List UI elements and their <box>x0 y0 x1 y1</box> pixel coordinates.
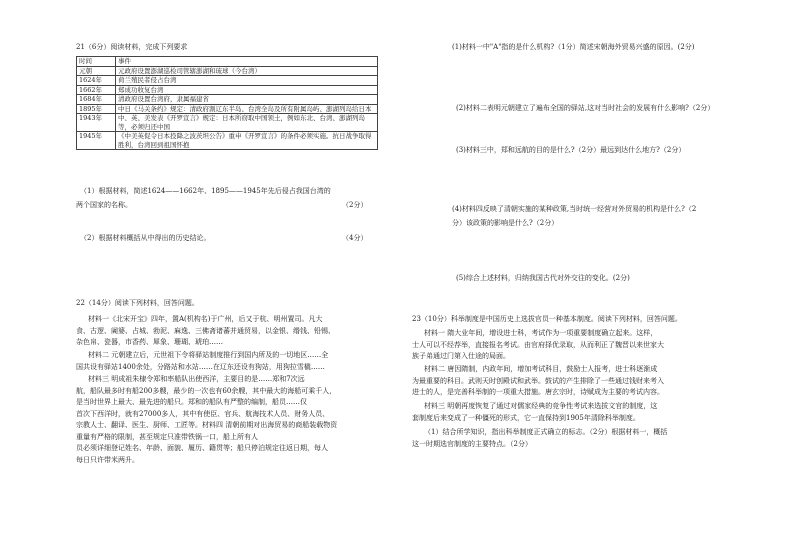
q22-m3-line: 员必须详细登记姓名、年龄、面貌、履历、籍贯等；船只停泊规定往返日期，每人 <box>76 444 328 452</box>
q22-m1-line: 杂色帛、瓷器，市香药、犀象、珊瑚、琥珀…… <box>76 338 223 346</box>
q22-m2-line: 材料二 元朝建立后，元世祖下令将驿站制度推行到国内所及的一切地区……全 <box>88 351 329 359</box>
table-cell: 《中美英促令日本投降之波茨坦公告》重申《开罗宣言》的条件必须实施。抗日战争取得胜利，台湾回到祖国怀抱 <box>116 132 378 150</box>
q23-m3-line: 材料三 明朝再度恢复了通过对儒家经典的竞争性考试来选拔文官的制度，这 <box>424 402 658 410</box>
q22-material-3 <box>76 374 380 466</box>
q23-m1-line: 士人可以不经荐举，直接报名考试。由官府择优录取，从而利正了魏晋以来世家大 <box>412 340 664 349</box>
table-row <box>77 95 378 105</box>
table-cell: 1662年 <box>77 85 116 95</box>
table-cell: 1945年 <box>77 132 116 150</box>
table-header-row <box>77 57 378 67</box>
q23-q-line: 这一时期选官制度的主要特点。（2分） <box>412 439 532 448</box>
table-header-event: 事件 <box>116 57 378 67</box>
q22-m1-line: 食、古逻、阇婆、占城、勃泥、麻逸、三佛斋诸蕃并通贸易，以金银、缗钱、铅锡、 <box>76 326 335 335</box>
q23-material-2 <box>412 364 722 399</box>
q23-question-1 <box>412 427 722 450</box>
table-cell: 元朝 <box>77 66 116 76</box>
q22-m3-line: 航，船队最多时有船200多艘，最少的一次也有60余艘，其中最大的海船可乘千人， <box>76 386 337 395</box>
q23-m2-line: 材料二 唐因隋制，内政年间，增加考试科目，鼓励士人报考，进士科逐渐成 <box>424 365 658 373</box>
q21-heading: 21（6分）阅读材料，完成下列要求 <box>76 43 188 51</box>
q22-question-3: (3)材料三中，郑和远航的目的是什么?（2分）最远到达什么地方?（2分） <box>456 146 686 154</box>
q23-material-3 <box>412 401 722 424</box>
q23-m3-line: 套制度后来变成了一种僵死的形式，它一直保持到1905年清除科举制度。 <box>412 413 640 422</box>
q23-m2-line: 为最重要的科目。武则天时创殿试和武举。鼓试的产生排除了一些通过钱财来考入 <box>412 376 664 385</box>
table-cell: 1684年 <box>77 95 116 105</box>
table-row <box>77 66 378 76</box>
q22-material-1 <box>76 314 380 349</box>
q22-question-2: (2)材料二表明元朝建立了遍布全国的驿站,这对当时社会的发展有什么影响?（2分） <box>456 104 715 112</box>
table-cell: 郑成功收复台湾 <box>116 85 378 95</box>
q22-m3-line: 是当时世界上最大、最先进的船只。郑和的船队有严整的编制，船员……仅 <box>76 398 307 406</box>
table-row <box>77 85 378 95</box>
q22-material-2 <box>76 350 380 373</box>
table-cell: 1624年 <box>77 76 116 86</box>
q21-1-line1: （1）根据材料，简述1624——1662年、1895——1945年先后侵占我国台湾的 <box>80 187 331 195</box>
q22-m3-line: 每日只许带米两升。 <box>76 455 139 464</box>
events-table <box>76 56 378 150</box>
table-cell: 元政府设置澎湖巡检司管辖澎湖和琉球（今台湾） <box>116 66 378 76</box>
q23-material-1 <box>412 328 722 363</box>
q23-heading: 23（10分）科举制度是中国历史上选拔官员一种基本制度。阅读下列材料，回答问题。 <box>412 315 682 323</box>
q22-question-4-line2: 分）该政策的影响是什么?（2分） <box>452 219 559 227</box>
q21-2-score: （4分） <box>342 234 368 242</box>
table-header-time: 时间 <box>77 57 116 67</box>
q22-m3-line: 首次下西洋时，就有27000多人，其中有使臣、官兵、航海技术人员、财务人员、 <box>76 409 330 418</box>
q22-question-1: (1)材料一中"A"指的是什么机构?（1分）简述宋朝海外贸易兴盛的原因。(2分) <box>452 43 695 51</box>
q23-m2-line: 进士的人，是完善科举制的一项重大措施。唐玄宗时，诗赋成为主要的考试内容。 <box>412 388 664 396</box>
table-cell: 中、英、美发表《开罗宣言》规定：日本所窃取中国领土，例如东北、台湾、澎湖列岛等，必须归还中国 <box>116 114 378 132</box>
q23-m1-line: 材料一 隋大业年间，增设进士科，考试作为一项重要制度确立起来。这样， <box>424 329 658 337</box>
q22-m3-line: 重量有严格的限制，甚至规定只准带铁锅一口，船上所有人 <box>76 432 258 441</box>
q21-1-score: （2分） <box>342 201 368 209</box>
table-row <box>77 104 378 114</box>
q22-question-5: (5)综合上述材料，归纳我国古代对外交往的变化。(2分) <box>456 274 630 282</box>
q21-1-line2: 两个国家的名称。 <box>76 201 132 209</box>
q23-q-line: （1）结合所学知识，指出科举制度正式确立的标志。（2分）根据材料一，概括 <box>424 428 668 436</box>
q22-heading: 22（14分）阅读下列材料，回答问题。 <box>76 299 199 307</box>
q22-m2-line: 国共设有驿站1400余处，分路站和水站……在辽东还设有狗站，用狗拉雪橇…… <box>76 362 325 371</box>
q22-question-4-line1: (4)材料四反映了清朝实施的某种政策,当时统一经营对外贸易的机构是什么?（2 <box>452 205 697 213</box>
table-row <box>77 76 378 86</box>
q21-2-text: （2）根据材料概括从中得出的历史结论。 <box>80 234 211 242</box>
table-cell: 中日《马关条约》规定：清政府割辽东半岛、台湾全岛及所有附属岛屿、澎湖列岛给日本 <box>116 104 378 114</box>
table-cell: 1895年 <box>77 104 116 114</box>
q23-m1-line: 族子弟通过门第入仕途的局面。 <box>412 352 510 360</box>
table-cell: 荷兰殖民者侵占台湾 <box>116 76 378 86</box>
table-cell: 1943年 <box>77 114 116 132</box>
q22-m3-line: 材料三 明成祖朱棣令郑和率船队出使西洋，主要目的是……郑和7次远 <box>88 375 305 383</box>
q22-m1-line: 材料一《北宋开宝》四年，置A(机构名)于广州，后又于杭、明州置司。凡大 <box>88 315 323 323</box>
table-row <box>77 114 378 132</box>
table-row <box>77 132 378 150</box>
q22-m3-line: 宗教人士、翻译、医生、厨师、工匠等。材料四 清朝前期对出海贸易的商船装载物资 <box>76 421 338 429</box>
table-cell: 清政府设置台湾府，隶属福建省 <box>116 95 378 105</box>
